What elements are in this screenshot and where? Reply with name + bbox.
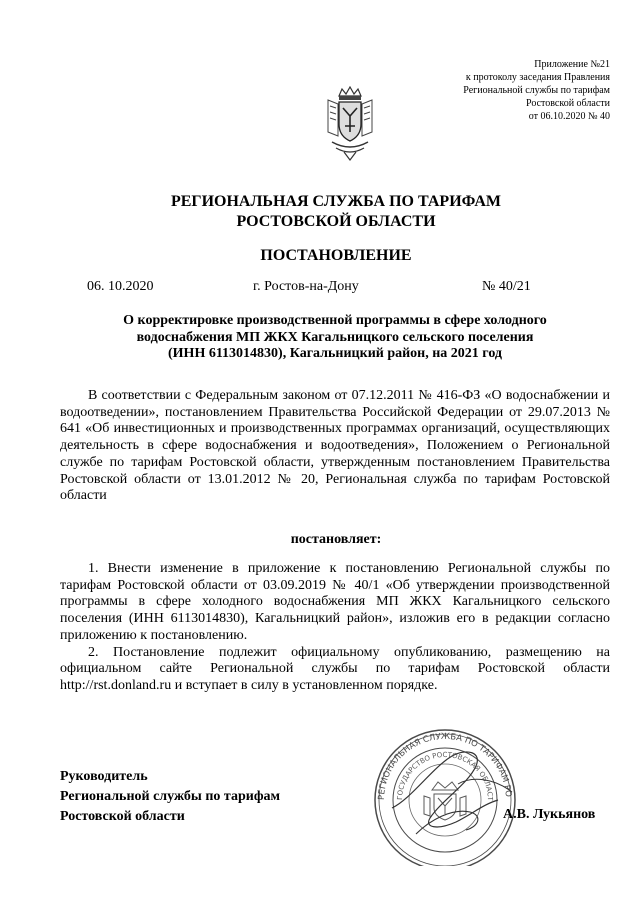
subject-line-3: (ИНН 6113014830), Кагальницкий район, на 2021 год — [168, 346, 502, 361]
preamble-paragraph: В соответствии с Федеральным законом от 07.12.2011 № 416-ФЗ «О водоснабжении и водоотведении», постановлением Правительства Российской Федерации от 29.07.2013 № 641 «Об инвестиционных и производственных программах организаций, осуществляющих деятельность в сфере водоснабжения и водоотведения», Положением о Региональной службе по тарифам Ростовской области, утвержденным постановлением Правительства Ростовской области от 13.01.2012 № 20, Региональная служба по тарифам Ростовской области — [60, 388, 610, 504]
coat-of-arms-icon — [324, 86, 376, 167]
agency-name-line-1: РЕГИОНАЛЬНАЯ СЛУЖБА ПО ТАРИФАМ — [170, 193, 502, 210]
appendix-line: от 06.10.2020 № 40 — [528, 111, 610, 122]
appendix-note — [370, 58, 610, 123]
resolves-heading: постановляет: — [290, 532, 382, 547]
appendix-line: к протоколу заседания Правления — [465, 72, 610, 83]
appendix-line: Региональной службы по тарифам — [463, 85, 610, 96]
document-date: 06. 10.2020 — [87, 279, 154, 294]
seal-outer-text: РЕГИОНАЛЬНАЯ СЛУЖБА ПО ТАРИФАМ РО — [376, 731, 513, 801]
seal-inner-text: ГОСУДАРСТВО РОСТОВСКАЯ ОБЛАСТ — [395, 750, 495, 801]
signer-title-line-2: Региональной службы по тарифам — [60, 789, 281, 804]
resolution-item-2: 2. Постановление подлежит официальному опубликованию, размещению на официальном сайте Региональной службы по тарифам Ростовской области http://rst.donland.ru и вступает в силу в установленном порядке. — [60, 644, 610, 693]
handwritten-signature — [372, 738, 522, 853]
subject-line-1: О корректировке производственной программы в сфере холодного — [123, 313, 547, 328]
signer-title — [60, 767, 320, 827]
document-subject — [60, 313, 610, 363]
agency-name-line-2: РОСТОВСКОЙ ОБЛАСТИ — [236, 213, 436, 230]
resolution-items — [60, 561, 610, 695]
signer-title-line-1: Руководитель — [60, 769, 148, 784]
document-number: № 40/21 — [482, 279, 531, 294]
appendix-line: Приложение №21 — [534, 59, 610, 70]
agency-name — [0, 192, 640, 232]
appendix-line: Ростовской области — [526, 98, 610, 109]
document-city: г. Ростов-на-Дону — [253, 279, 359, 294]
subject-line-2: водоснабжения МП ЖКХ Кагальницкого сельского поселения — [136, 329, 534, 345]
resolution-item-1: 1. Внести изменение в приложение к постановлению Региональной службы по тарифам Ростовской области от 03.09.2019 № 40/1 «Об утверждении производственной программы в сфере холодного водоснабжения МП ЖКХ Кагальницкого сельского поселения (ИНН 6113014830), Кагальницкий район», изложив его в редакции согласно приложению к постановлению. — [60, 561, 610, 643]
signer-title-line-3: Ростовской области — [60, 809, 185, 824]
signer-name: А.В. Лукьянов — [503, 807, 596, 822]
document-type: ПОСТАНОВЛЕНИЕ — [260, 247, 412, 264]
